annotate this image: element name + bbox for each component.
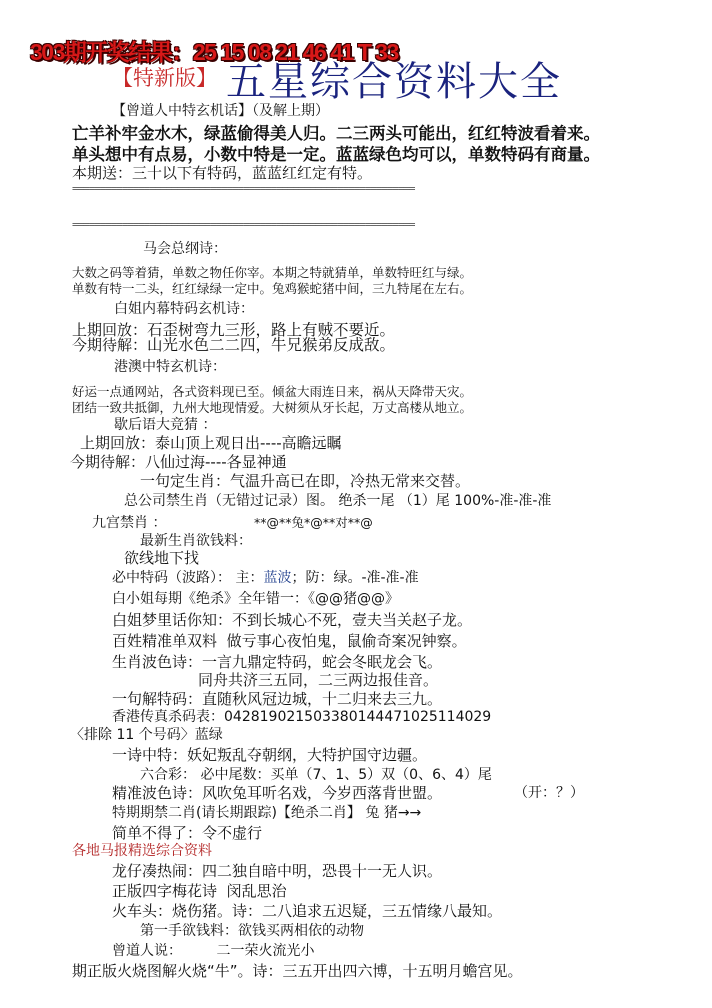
xianggang-label: 香港传真杀码表：	[112, 709, 224, 725]
yiju-text: 气温升高已在即，冷热无常来交替。	[230, 472, 471, 490]
gangao-title: 港澳中特玄机诗：	[114, 359, 226, 375]
page-title: 五星综合资料大全	[226, 59, 562, 105]
xiehouyu-now	[70, 451, 287, 472]
mahui-line-2: 单数有特一二头，红红绿绿一定中。兔鸡猴蛇猪中间，三九特尾在左右。	[72, 281, 473, 296]
xiehouyu-last-label: 上期回放：	[80, 434, 156, 452]
jiugong-label: 九宫禁肖 ：	[92, 515, 167, 531]
mengli-label: 白姐梦里话你知：	[112, 611, 233, 629]
edition-badge: 【特新版】	[112, 66, 217, 90]
mengli-line	[112, 609, 472, 630]
gedi-title: 各地马报精选综合资料	[72, 843, 212, 859]
yiju-label: 一句定生肖：	[140, 472, 231, 490]
xiehouyu-last-text: 泰山顶上观日出----高瞻远瞩	[155, 434, 342, 452]
huoche-line	[112, 900, 502, 921]
huoche-text: 二八追求五迟疑，三五情缘八最知。	[262, 902, 503, 920]
boshi-label: 生肖波色诗：	[112, 653, 203, 671]
draw-result-banner: 303期开奖结果：25 15 08 21 46 41 T 33	[30, 39, 398, 65]
liuhecai-line: 六合彩： 必中尾数：买单（7、1、5）双（0、6、4）尾	[140, 767, 492, 783]
diyishou-text: 欲钱买两相依的动物	[238, 923, 364, 939]
baixing-label: 百姓精准单双料	[112, 632, 218, 650]
longzai-line	[112, 860, 442, 881]
baixing-text: 做亏事心夜怕鬼，鼠偷奇案况钟察。	[226, 632, 467, 650]
mahui-line-1: 大数之码等着猜，单数之物任你宰。本期之特就猜单，单数特旺红与绿。	[72, 265, 473, 280]
baijie-now-label: 今期待解：	[72, 336, 148, 354]
zonggongsi-line: 总公司禁生肖（无错过记录）图。 绝杀一尾 （1）尾 100%-准-准-准	[124, 493, 552, 509]
boshi-line-2: 同舟共济三五同，二三两边报佳音。	[198, 671, 439, 689]
zeng-line-1: 亡羊补牢金水木，绿蓝偷得美人归。二三两头可能出，红红特波看着来。	[72, 124, 600, 143]
xianggang-text: 04281902150338014447102511402​9	[224, 709, 492, 725]
zengshuo-label: 曾道人说：	[112, 943, 182, 959]
huoshao-line: 期正版火烧图解火烧“牛”。诗：三五开出四六博，十五明月蟾宫见。	[72, 962, 523, 980]
mahui-title: 马会总纲诗：	[143, 241, 227, 257]
jingzhun-label: 精准波色诗：	[112, 784, 203, 802]
diyishou-line	[140, 920, 364, 940]
zeng-section-title: 【曾道人中特玄机话】（及解上期）	[112, 103, 329, 119]
jiete-label: 一句解特码：	[112, 690, 203, 708]
gangao-line-2: 团结一致共抵御，九州大地现情爱。大树须从牙长起，万丈高楼从地立。	[72, 400, 473, 415]
baijie-now	[72, 333, 395, 355]
kai-note: （开：？）	[514, 785, 584, 801]
xiehouyu-now-label: 今期待解：	[70, 453, 146, 471]
meihua-line	[112, 880, 287, 901]
zengshuo-line	[112, 940, 314, 960]
jiandan-label: 简单不得了：	[112, 824, 203, 842]
paichu-line: 〈排除 11 个号码〉蓝绿	[70, 727, 223, 743]
divider-bottom: ==============================================================	[72, 218, 415, 231]
jiugong-text: **@**兔*@**对**@	[254, 515, 373, 530]
baixiaojie-line: 白小姐每期《绝杀》全年错一：《@@猪@@》	[112, 591, 399, 607]
divider-top: ==============================================================	[72, 182, 415, 195]
yishi-line	[112, 744, 427, 765]
mengli-text: 不到长城心不死，壹夫当关赵子龙。	[232, 611, 473, 629]
jingzhun-text: 风吹兔耳听名戏，今岁西落背世盟。	[202, 784, 443, 802]
zuixin-title: 最新生肖欲钱料：	[140, 533, 252, 549]
zeng-line-3: 本期送：三十以下有特码，蓝蓝红红定有特。	[72, 164, 373, 182]
meihua-text: 闵乱思治	[226, 882, 287, 900]
jiete-text: 直随秋风冠边城，十二归来去三九。	[202, 690, 443, 708]
baijie-last-text: 石歪树弯九三形，路上有贼不要近。	[147, 321, 396, 339]
bizhong-line	[112, 567, 419, 587]
xiehouyu-title: 歇后语大竞猜 ：	[114, 417, 217, 433]
yishi-label: 一诗中特：	[112, 746, 188, 764]
bizhong-main: 蓝波	[263, 570, 292, 586]
diyishou-label: 第一手欲钱料：	[140, 923, 238, 939]
bizhong-main-label: 主：	[235, 570, 264, 586]
zeng-line-2: 单头想中有点易，小数中特是一定。蓝蓝绿色均可以，单数特码有商量。	[72, 145, 600, 164]
jingzhun-line	[112, 782, 442, 803]
longzai-label: 龙仔凑热闹：	[112, 862, 203, 880]
jiandan-text: 令不虚行	[202, 824, 263, 842]
baijie-title: 白姐内幕特码玄机诗：	[114, 301, 254, 317]
baixing-line	[112, 630, 467, 651]
teqi-line: 特期期禁二肖(请长期跟踪)【绝杀二肖】 兔 猪→→	[112, 805, 422, 821]
zengshuo-text: 二一荣火流光小	[216, 943, 315, 959]
boshi-text-1: 一言九鼎定特码，蛇会冬眠龙会飞。	[202, 653, 443, 671]
gangao-line-1: 好运一点通网站，各式资料现已至。倾盆大雨连日来，祸从天降带天灾。	[72, 384, 473, 399]
huoche-label: 火车头：烧伤猪。诗：	[112, 902, 263, 920]
bizhong-label: 必中特码（波路）：	[112, 570, 231, 586]
yiju-shengxiao	[140, 470, 470, 491]
longzai-text: 四二独自暗中明，恐畏十一无人识。	[202, 862, 443, 880]
xianggang-line	[112, 706, 491, 726]
baijie-now-text: 山光水色二二四，牛兄猴弟反成敌。	[147, 336, 396, 354]
meihua-label: 正版四字梅花诗	[112, 882, 218, 900]
xiehouyu-last	[80, 432, 342, 453]
baijie-last-label: 上期回放：	[72, 321, 148, 339]
zuixin-text: 欲线地下找	[124, 549, 200, 567]
bizhong-rest: ；防：绿。-准-准-准	[291, 570, 419, 586]
xiehouyu-now-text: 八仙过海----各显神通	[145, 453, 287, 471]
yishi-text: 妖妃叛乱夺朝纲，大特护国守边疆。	[187, 746, 428, 764]
